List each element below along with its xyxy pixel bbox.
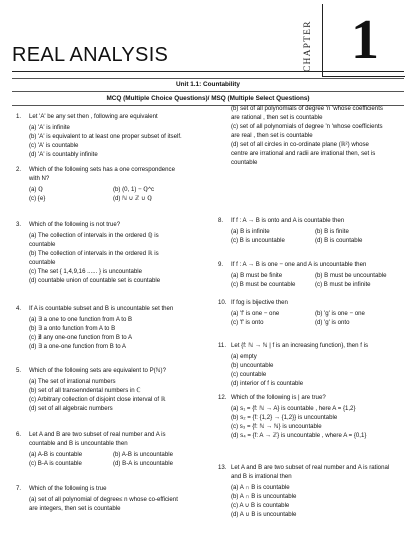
- option: (a) 'A' is infinite: [29, 124, 70, 131]
- option: (d) B is countable: [315, 237, 363, 244]
- option: (a) A ∩ B is countable: [231, 484, 290, 491]
- option: (d) set of all circles in co-ordinate plane (ℝ²) whose: [231, 141, 369, 148]
- question-text: countable and B is uncountable then: [29, 440, 128, 447]
- question-body: [231, 104, 408, 167]
- option: (c) countable: [231, 371, 267, 378]
- question-body: [29, 220, 200, 285]
- question-body: [231, 298, 408, 327]
- option: (d) ℕ ∪ ℤ ∪ ℚ: [113, 195, 153, 202]
- option: (b) set of all transenndental numbers in ℂ: [29, 387, 141, 394]
- option: (b) A-B is uncountable: [113, 451, 173, 458]
- question-body: [231, 341, 408, 388]
- option: (a) B must be finite: [231, 272, 283, 279]
- question-number: 5.: [16, 367, 22, 374]
- question-body: [231, 216, 408, 245]
- option: (c) A ∪ B is countable: [231, 502, 290, 509]
- unit-bar: Unit 1.1: Countability: [12, 78, 404, 92]
- option: are real , then set is countable: [231, 132, 313, 139]
- question-text: and B is irrational then: [231, 473, 292, 480]
- question-body: [29, 165, 200, 203]
- question-type-bar: MCQ (Multiple Choice Questions)/ MSQ (Multiple Select Questions): [12, 93, 404, 106]
- question-number: 1.: [16, 113, 22, 120]
- option: (b) ∃ a onto function from A to B: [29, 325, 116, 332]
- question-text: Let A and B are two subset of real number and A is: [29, 431, 166, 438]
- left-column: [16, 112, 200, 532]
- question-text: Let A and B are two subset of real number and A is rational: [231, 464, 390, 471]
- chapter-number: 1: [351, 9, 379, 71]
- option: (a) 'f' is one − one: [231, 310, 280, 317]
- question-number: 8.: [218, 217, 224, 224]
- option: (d) interior of f is countable: [231, 380, 304, 387]
- option: (a) s₁ = {f: ℕ → A} is countable , here A = {1,2}: [231, 405, 356, 412]
- chapter-label: CHAPTER: [303, 20, 313, 72]
- question-text: If f : A → B is one − one and A is uncountable then: [231, 261, 367, 268]
- right-column: [218, 105, 408, 532]
- question-number: 4.: [16, 305, 22, 312]
- option: (c) Arbitrary collection of disjoint close interval of ℝ: [29, 396, 166, 403]
- option: (d) countable union of countable set is countable: [29, 277, 161, 284]
- question-number: 2.: [16, 166, 22, 173]
- question-body: [231, 260, 408, 289]
- question-text: Which of the following sets are equivalent to P(ℕ)?: [29, 367, 166, 374]
- page-title: REAL ANALYSIS: [12, 44, 169, 66]
- option-row: [231, 236, 408, 245]
- question-text: with N?: [29, 175, 50, 182]
- option-row: [231, 309, 408, 318]
- question-text: Which of the following is not true?: [29, 221, 121, 228]
- question-body: [29, 484, 200, 513]
- option-row: [29, 459, 200, 468]
- option-row: [231, 271, 408, 280]
- option: (a) set of all polynomial of degree≤ n whose co-efficient: [29, 496, 178, 503]
- option: (d) s₄ = {f: A → ℤ} is uncountable , where A = {0,1}: [231, 432, 367, 439]
- option: (a) The collection of intervals in the ordered ℚ is: [29, 232, 159, 239]
- option: (d) 'A' is countably infinite: [29, 151, 98, 158]
- question-number: 11.: [218, 342, 227, 349]
- option: (c) B must be infinite: [315, 281, 371, 288]
- question-text: Which of the following is true: [29, 485, 107, 492]
- option: (a) ℚ: [29, 186, 43, 193]
- question-body: [29, 304, 200, 351]
- question-text: Let 'A' be any set then , following are equivalent: [29, 113, 158, 120]
- question-text: Let {f: ℕ → ℕ | f is an increasing function}, then f is: [231, 342, 369, 349]
- option: (b) uncountable: [231, 362, 274, 369]
- option: (b) A ∩ B is uncountable: [231, 493, 297, 500]
- question-body: [231, 393, 408, 440]
- option: are rational , then set is countable: [231, 114, 323, 121]
- option: (c) set of all polynomials of degree 'n 'whose coefficients: [231, 123, 383, 130]
- option: are integers, then set is countable: [29, 505, 121, 512]
- option: (b) B must be uncountable: [315, 272, 387, 279]
- option: (d) set of all algebraic numbers: [29, 405, 113, 412]
- option: (d) A ∪ B is uncountable: [231, 511, 297, 518]
- option: countable: [29, 259, 56, 266]
- option: (b) The collection of intervals in the ordered ℝ is: [29, 250, 159, 257]
- option-row: [29, 185, 200, 194]
- option: (a) B is infinite: [231, 228, 270, 235]
- option: (d) B-A is uncountable: [113, 460, 173, 467]
- option: (b) set of all polynomials of degree 'n 'whose coefficients: [231, 105, 383, 112]
- option: (c) B is uncountable: [231, 237, 285, 244]
- question-number: 12.: [218, 394, 227, 401]
- question-number: 10.: [218, 299, 227, 306]
- question-number: 3.: [16, 221, 22, 228]
- option: (a) A-B is countable: [29, 451, 83, 458]
- question-number: 6.: [16, 431, 22, 438]
- option: (c) 'A' is countable: [29, 142, 79, 149]
- option-row: [231, 318, 408, 327]
- option: (b) B is finite: [315, 228, 349, 235]
- option: (b) (0, 1) − ℚ^c: [113, 186, 155, 193]
- option: (c) The set { 1,4,9,16 ...... } is uncountable: [29, 268, 143, 275]
- option: (b) s₂ = {f: {1,2} → {1,2}} is uncountable: [231, 414, 338, 421]
- option: (a) The set of irrational numbers: [29, 378, 116, 385]
- question-text: Which of the following sets has a one correspondence: [29, 166, 175, 173]
- option-row: [29, 194, 200, 203]
- option: (c) {e}: [29, 195, 46, 202]
- question-number: 9.: [218, 261, 224, 268]
- option: (c) 'f' is onto: [231, 319, 264, 326]
- question-body: [29, 366, 200, 413]
- question-text: If f : A → B is onto and A is countable then: [231, 217, 345, 224]
- option: (d) 'g' is onto: [315, 319, 350, 326]
- option: (c) ∄ any one-one function from B to A: [29, 334, 133, 341]
- option: (b) 'g' is one − one: [315, 310, 365, 317]
- option: countable: [231, 159, 258, 166]
- option: (d) ∃ a one-one function from B to A: [29, 343, 126, 350]
- question-number: 13.: [218, 464, 227, 471]
- option-row: [231, 227, 408, 236]
- option: countable: [29, 241, 56, 248]
- option: centre are irrational and radii are irrational then, set is: [231, 150, 376, 157]
- question-body: [29, 430, 200, 468]
- question-text: If A is countable subset and B is uncountable set then: [29, 305, 174, 312]
- question-body: [231, 463, 408, 519]
- option: (c) B must be countable: [231, 281, 296, 288]
- question-text: Which of the following is | are true?: [231, 394, 326, 401]
- option: (a) ∃ a one to one function from A to B: [29, 316, 133, 323]
- option: (c) s₃ = {f: ℕ → ℕ} is uncountable: [231, 423, 322, 430]
- question-text: If fog is bijective then: [231, 299, 288, 306]
- option-row: [29, 450, 200, 459]
- option-row: [231, 280, 408, 289]
- header-rule: [12, 71, 404, 72]
- option: (b) 'A' is equivalent to at least one proper subset of itself.: [29, 133, 182, 140]
- option: (a) empty: [231, 353, 257, 360]
- question-body: [29, 112, 200, 159]
- question-number: 7.: [16, 485, 22, 492]
- option: (c) B-A is countable: [29, 460, 82, 467]
